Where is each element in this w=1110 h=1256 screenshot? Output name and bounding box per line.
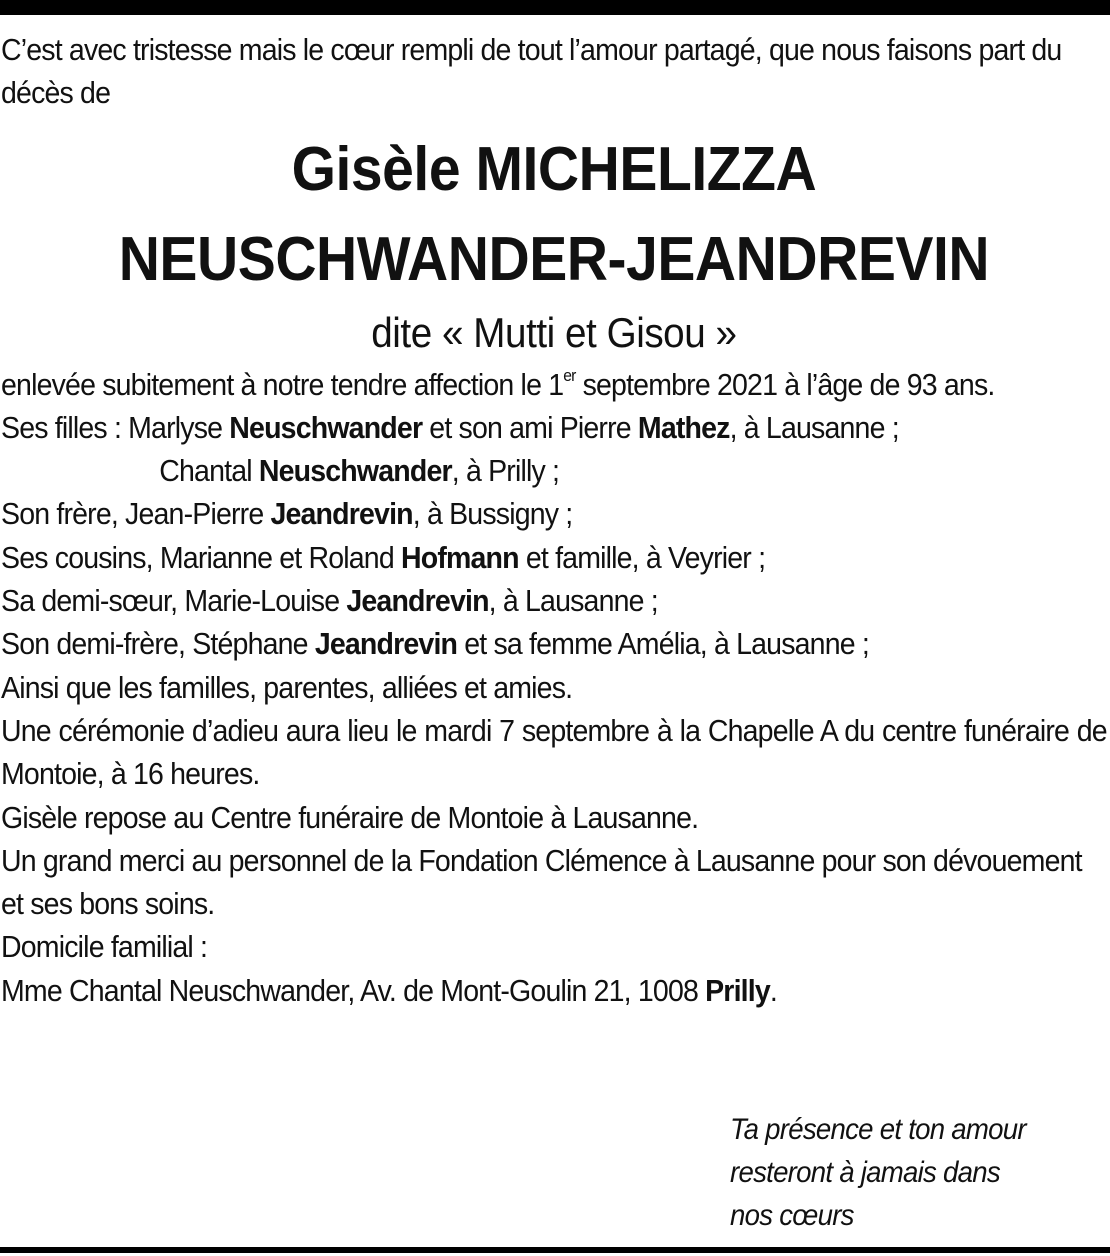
quote-line: resteront à jamais dans [730,1156,1000,1189]
quote-line: nos cœurs [730,1199,854,1232]
intro-text: C’est avec tristesse mais le cœur rempli de tout l’amour partagé, que nous faisons part du décès de [1,32,1062,111]
ordinal-suffix: er [563,365,576,385]
family-brother: Son frère, Jean-Pierre Jeandrevin, à Bussigny ; [1,496,573,532]
family-half-brother: Son demi-frère, Stéphane Jeandrevin et sa femme Amélia, à Lausanne ; [1,626,869,662]
thanks-text: Un grand merci au personnel de la Fondation Clémence à Lausanne pour son dévouement et ses bons soins. [1,842,1082,922]
ceremony-info: Une cérémonie d’adieu aura lieu le mardi 7 septembre à la Chapelle A du centre funéraire de Montoie, à 16 heures. [1,712,1107,792]
family-cousins: Ses cousins, Marianne et Roland Hofmann et famille, à Veyrier ; [1,539,766,575]
bottom-rule [0,1247,1110,1253]
domicile-label: Domicile familial : [1,929,208,965]
family-daughters: Ses filles : Marlyse Neuschwander et son ami Pierre Mathez, à Lausanne ; [1,409,899,445]
deceased-name-line1: Gisèle MICHELIZZA [291,134,817,204]
top-rule [0,0,1110,15]
quote-line: Ta présence et ton amour [730,1113,1026,1146]
death-announcement: enlevée subitement à notre tendre affection le 1er septembre 2021 à l’âge de 93 ans. [1,365,995,402]
family-others: Ainsi que les familles, parentes, alliées et amies. [1,669,573,705]
memorial-quote [730,1108,1080,1237]
family-half-sister: Sa demi-sœur, Marie-Louise Jeandrevin, à Lausanne ; [1,583,658,619]
family-daughter-2: Chantal Neuschwander, à Prilly ; [159,453,560,489]
rest-info: Gisèle repose au Centre funéraire de Montoie à Lausanne. [1,799,699,835]
nickname: dite « Mutti et Gisou » [371,308,737,356]
domicile-address: Mme Chantal Neuschwander, Av. de Mont-Goulin 21, 1008 Prilly. [1,972,778,1008]
deceased-name-line2: NEUSCHWANDER-JEANDREVIN [118,224,990,294]
notice-body [1,28,1107,1012]
